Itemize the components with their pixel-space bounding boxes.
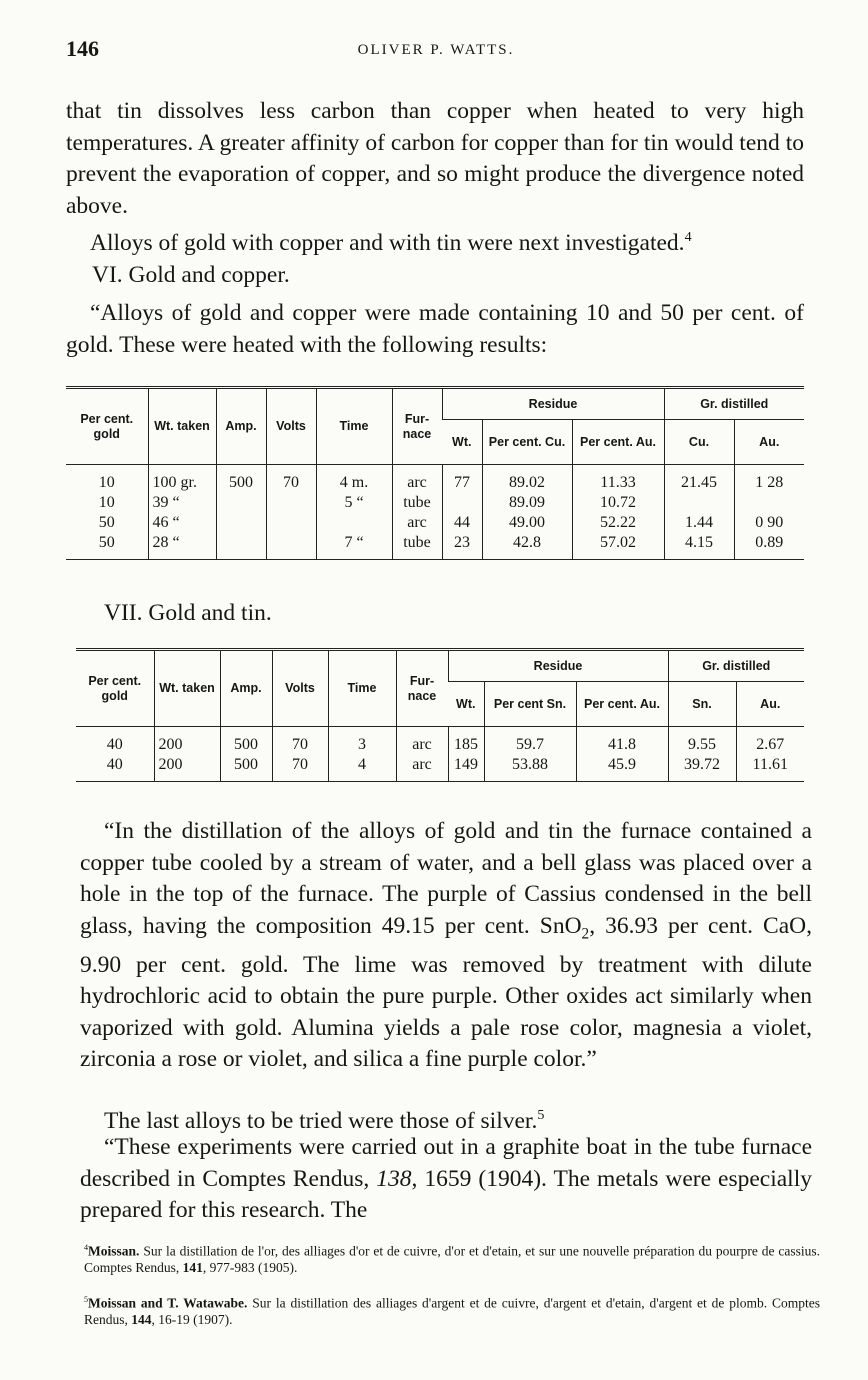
paragraph-distillation-text-a: “In the distillation of the alloys of gold and tin the furnace contained a copper tube cooled by a stream of water, and a bell glass was placed over a hole in the top of the furnace. The purple of Cassius condensed in the bell glass, having the composition 49.15 per cent. SnO: [80, 818, 812, 939]
section-heading-vii: VII. Gold and tin.: [104, 600, 272, 626]
footnote-text: Sur la distillation de l'or, des alliages d'or et de cuivre, d'or et d'etain, et sur une nouvelle préparation du pourpre de cassius. Comptes Rendus,: [84, 1243, 820, 1275]
table-cell: 5 “: [316, 493, 392, 513]
table-cell: 49.00: [482, 513, 572, 533]
table-cell: [216, 533, 266, 560]
table-cell: 11.61: [736, 755, 804, 782]
table-row: [66, 533, 804, 560]
footnote-volume: 141: [182, 1260, 203, 1275]
table-gold-copper-body: [66, 465, 804, 560]
table-cell: [734, 493, 804, 513]
col-distilled-cu: Cu.: [664, 420, 734, 465]
paragraph-distillation-text-b: , 36.93 per cent. CaO, 9.90 per cent. gold. The lime was removed by treatment with dilute hydrochloric acid to obtain the pure purple. Other oxides act similarly when vaporized with gold. Alumina yields a pale rose color, magnesia a violet, zirconia a rose or violet, and silica a fine purple color.”: [80, 912, 812, 1073]
table-cell: arc: [396, 727, 448, 756]
paragraph-alloys-intro: [66, 222, 804, 259]
table-row: [66, 493, 804, 513]
table-cell: 40: [106, 736, 123, 753]
running-head: OLIVER P. WATTS.: [357, 42, 515, 58]
table-cell: 1.44: [664, 513, 734, 533]
table-gold-copper: [66, 386, 804, 560]
footnote-author: Moissan.: [88, 1243, 140, 1259]
col-wt-taken: Wt. taken: [154, 650, 220, 727]
footnote-4: [84, 1240, 820, 1277]
table-cell: 11.33: [572, 465, 664, 494]
section-heading-vi: VI. Gold and copper.: [92, 262, 290, 288]
table-cell: [266, 493, 316, 513]
table-cell: 149: [448, 755, 484, 782]
col-amp: Amp.: [220, 650, 272, 727]
col-wt-taken: Wt. taken: [148, 388, 216, 465]
table-cell: tube: [392, 493, 442, 513]
paragraph-tin-carbon: that tin dissolves less carbon than copper when heated to very high temperatures. A greater affinity of carbon for copper than for tin would tend to prevent the evaporation of copper, and so might produce the divergence noted above.: [66, 98, 804, 219]
col-residue-per-cent-cu: Per cent. Cu.: [482, 420, 572, 465]
table-cell: 59.7: [484, 727, 576, 756]
table-cell: 0 90: [734, 513, 804, 533]
col-group-residue: Residue: [442, 388, 664, 420]
table-cell: 42.8: [482, 533, 572, 560]
table-cell: 41.8: [576, 727, 668, 756]
col-volts: Volts: [266, 388, 316, 465]
table-cell: arc: [392, 513, 442, 533]
paragraph-graphite-text-a: “These experiments were carried out in a graphite boat in the tube furnace described in Comptes Rendus,: [80, 1134, 812, 1192]
table-cell: tube: [392, 533, 442, 560]
table-cell: 4 m.: [316, 465, 392, 494]
col-volts: Volts: [272, 650, 328, 727]
table-cell: 3: [328, 727, 396, 756]
col-time: Time: [328, 650, 396, 727]
table-cell: 4: [328, 755, 396, 782]
table-cell: 185: [448, 727, 484, 756]
col-distilled-sn: Sn.: [668, 682, 736, 727]
paragraph-graphite-text-b: , 1659 (1904). The metals were especially prepared for this research. The: [80, 1165, 812, 1223]
table-cell: [316, 513, 392, 533]
table-row: [66, 465, 804, 494]
table-cell: 39 “: [148, 493, 216, 513]
footnote-mark: 5: [84, 1295, 89, 1304]
table-cell: 89.02: [482, 465, 572, 494]
table-cell: 40: [76, 755, 154, 782]
footnote-ref-4: 4: [684, 229, 692, 245]
table-cell: 200: [154, 755, 220, 782]
table-cell: 57.02: [572, 533, 664, 560]
table-cell: 89.09: [482, 493, 572, 513]
footnote-author: Moissan and T. Watawabe.: [88, 1295, 248, 1311]
col-group-gr-distilled: Gr. distilled: [664, 388, 804, 420]
table-cell: arc: [396, 755, 448, 782]
subscript-2: 2: [581, 925, 590, 943]
table-cell: 4.15: [664, 533, 734, 560]
table-cell: 28 “: [148, 533, 216, 560]
table-cell: 50: [98, 514, 115, 531]
table-cell: 50: [66, 533, 148, 560]
paragraph-silver-intro-text: The last alloys to be tried were those of silver.: [104, 1107, 538, 1134]
table-cell: 2.67: [736, 727, 804, 756]
table-cell: [266, 513, 316, 533]
table-cell: 70: [272, 755, 328, 782]
table-cell: 7 “: [316, 533, 392, 560]
table-cell: [266, 533, 316, 560]
col-furnace: Fur- nace: [396, 650, 448, 727]
col-distilled-au: Au.: [736, 682, 804, 727]
table-cell: [216, 513, 266, 533]
table-cell: 23: [442, 533, 482, 560]
table-row: [76, 727, 804, 756]
footnote-text: Sur la distillation des alliages d'argent et de cuivre, d'argent et d'etain, d'argent et de plomb. Comptes Rendus,: [84, 1295, 820, 1327]
col-per-cent-gold: Per cent. gold: [76, 650, 154, 727]
footnote-pages: , 977-983 (1905).: [202, 1260, 298, 1275]
col-group-gr-distilled: Gr. distilled: [668, 650, 804, 682]
footnote-5: [84, 1292, 820, 1329]
col-residue-wt: Wt.: [442, 420, 482, 465]
table-cell: [442, 493, 482, 513]
paragraph-gold-copper-quote: “Alloys of gold and copper were made containing 10 and 50 per cent. of gold. These were heated with the following results:: [66, 300, 804, 358]
table-cell: 45.9: [576, 755, 668, 782]
page-header: [66, 36, 806, 68]
table-cell: [664, 493, 734, 513]
table-cell: [216, 493, 266, 513]
col-amp: Amp.: [216, 388, 266, 465]
table-cell: 1 28: [734, 465, 804, 494]
table-cell: 21.45: [664, 465, 734, 494]
paragraph-alloys-intro-text: Alloys of gold with copper and with tin were next investigated.: [90, 229, 685, 256]
table-cell: arc: [392, 465, 442, 494]
col-residue-per-cent-sn: Per cent Sn.: [484, 682, 576, 727]
volume-number: 138: [376, 1165, 412, 1192]
table-cell: 10: [98, 474, 115, 491]
table-cell: 70: [272, 727, 328, 756]
col-distilled-au: Au.: [734, 420, 804, 465]
table-cell: 10.72: [572, 493, 664, 513]
footnote-mark: 4: [84, 1243, 89, 1252]
footnote-ref-5: 5: [537, 1107, 545, 1123]
table-cell: 10: [98, 494, 115, 511]
table-cell: 100 gr.: [148, 465, 216, 494]
table-cell: 39.72: [668, 755, 736, 782]
paragraph-distillation-quote: [80, 816, 812, 1076]
footnote-volume: 144: [131, 1312, 152, 1327]
col-residue-per-cent-au: Per cent. Au.: [572, 420, 664, 465]
col-time: Time: [316, 388, 392, 465]
table-cell: 77: [442, 465, 482, 494]
paragraph-graphite-boat: [80, 1132, 812, 1227]
table-cell: 500: [216, 465, 266, 494]
footnote-pages: , 16-19 (1907).: [151, 1312, 233, 1327]
col-per-cent-gold: Per cent. gold: [66, 388, 148, 465]
table-cell: 500: [220, 755, 272, 782]
table-cell: 46 “: [148, 513, 216, 533]
table-cell: 53.88: [484, 755, 576, 782]
table-cell: 500: [220, 727, 272, 756]
table-cell: 52.22: [572, 513, 664, 533]
table-cell: 9.55: [668, 727, 736, 756]
table-row: [76, 755, 804, 782]
table-cell: 44: [442, 513, 482, 533]
col-furnace: Fur- nace: [392, 388, 442, 465]
col-group-residue: Residue: [448, 650, 668, 682]
table-cell: 200: [154, 727, 220, 756]
page-number: 146: [66, 36, 99, 61]
table-cell: 0.89: [734, 533, 804, 560]
col-residue-per-cent-au: Per cent. Au.: [576, 682, 668, 727]
table-cell: 70: [266, 465, 316, 494]
table-row: [66, 513, 804, 533]
col-residue-wt: Wt.: [448, 682, 484, 727]
table-gold-tin-body: [76, 727, 804, 782]
table-gold-tin: [76, 648, 804, 782]
